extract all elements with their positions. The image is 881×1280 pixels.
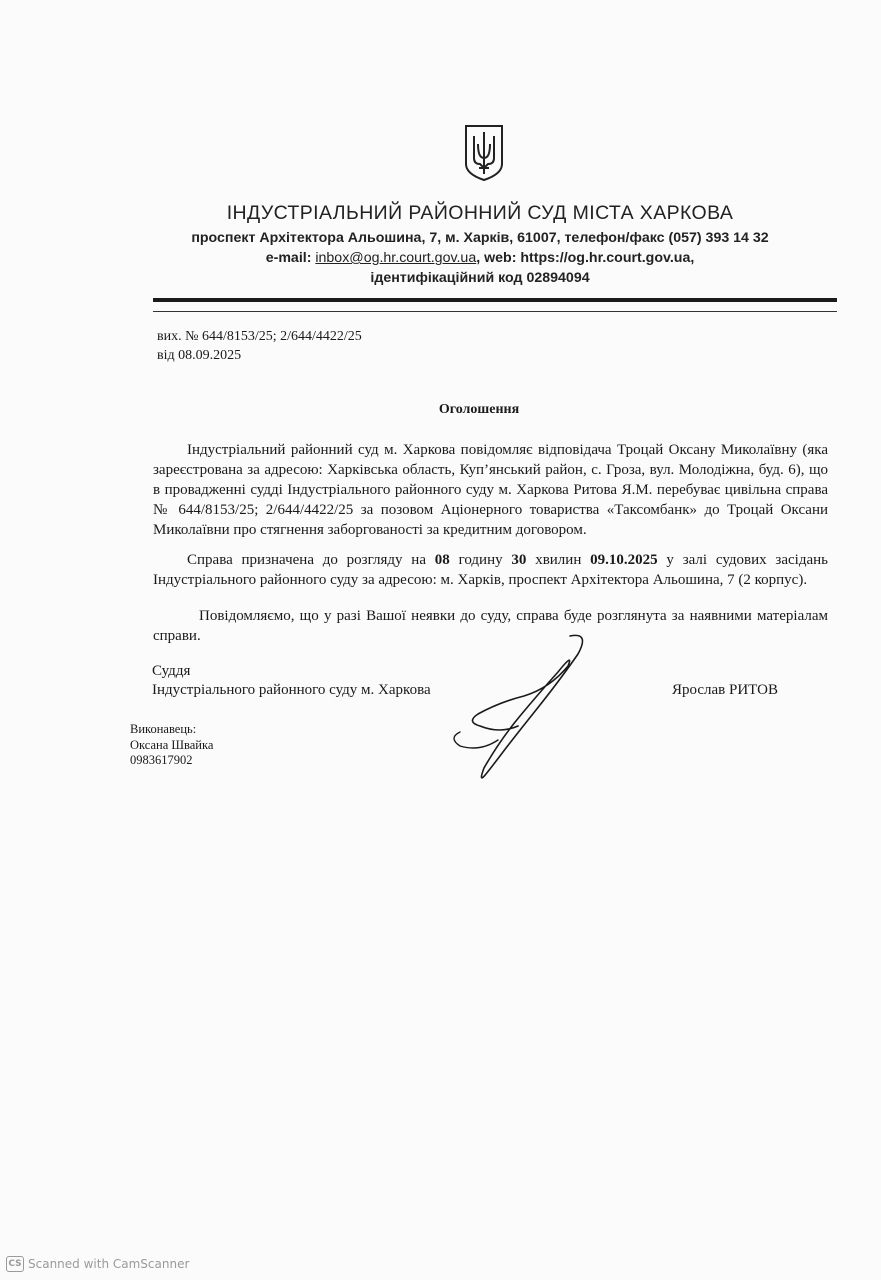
executor-label: Виконавець: xyxy=(130,722,197,736)
camscanner-watermark xyxy=(6,1255,189,1273)
judge-court: Індустріального районного суду м. Харкова xyxy=(152,682,431,698)
hearing-minutes: 30 xyxy=(511,552,527,568)
hearing-location: у залі судових засідань Індустріального районного суду за адресою: м. Харків, проспект Архітектора Альошина, 7 (2 корпус). xyxy=(153,552,828,588)
handwritten-signature xyxy=(440,630,610,790)
notice-paragraph-2 xyxy=(153,550,828,590)
hearing-date: 09.10.2025 xyxy=(590,552,658,568)
notice-paragraph-3: Повідомляємо, що у разі Вашої неявки до суду, справа буде розглянута за наявними матеріалам справи. xyxy=(153,608,828,644)
camscanner-text: Scanned with CamScanner xyxy=(28,1257,190,1271)
hearing-hour-word: годину xyxy=(449,552,512,568)
executor-name: Оксана Швайка xyxy=(130,738,214,752)
hearing-hour: 08 xyxy=(434,552,450,568)
judge-name: Ярослав РИТОВ xyxy=(672,682,778,698)
hearing-intro: Справа призначена до розгляду на xyxy=(187,552,435,568)
document-date: від 08.09.2025 xyxy=(157,348,242,363)
court-name: ІНДУСТРІАЛЬНИЙ РАЙОННИЙ СУД МІСТА ХАРКОВА xyxy=(226,202,734,224)
executor-phone: 0983617902 xyxy=(130,753,193,767)
hearing-minutes-word: хвилин xyxy=(526,552,591,568)
notice-title: Оголошення xyxy=(438,402,520,417)
outgoing-number: вих. № 644/8153/25; 2/644/4422/25 xyxy=(157,329,362,344)
camscanner-icon: CS xyxy=(6,1256,24,1272)
court-id-code: ідентифікаційний код 02894094 xyxy=(370,270,590,286)
judge-title: Суддя xyxy=(152,663,191,679)
email-label: e-mail: xyxy=(265,250,316,266)
web-address: , web: https://og.hr.court.gov.ua, xyxy=(476,250,695,266)
header-divider-thick xyxy=(153,298,837,302)
header-divider-thin xyxy=(153,311,837,312)
email-link[interactable]: inbox@og.hr.court.gov.ua xyxy=(315,250,477,266)
trident-emblem-icon xyxy=(463,124,505,182)
court-address: проспект Архітектора Альошина, 7, м. Харків, 61007, телефон/факс (057) 393 14 32 xyxy=(191,230,769,246)
court-contacts xyxy=(130,250,830,266)
notice-paragraph-1: Індустріальний районний суд м. Харкова повідомляє відповідача Троцай Оксану Миколаївну (яка зареєстрована за адресою: Харківська область, Куп’янський район, с. Гроза, вул. Молодіжна, буд. 6), що в провадженні судді Індустріального районного суду м. Харкова Ритова Я.М. перебуває цивільна справа № 644/8153/25; 2/644/4422/25 за позовом Аціонерного товариства «Таксомбанк» до Троцай Оксани Миколаївни про стягнення заборгованості за кредитним договором. xyxy=(153,442,828,538)
